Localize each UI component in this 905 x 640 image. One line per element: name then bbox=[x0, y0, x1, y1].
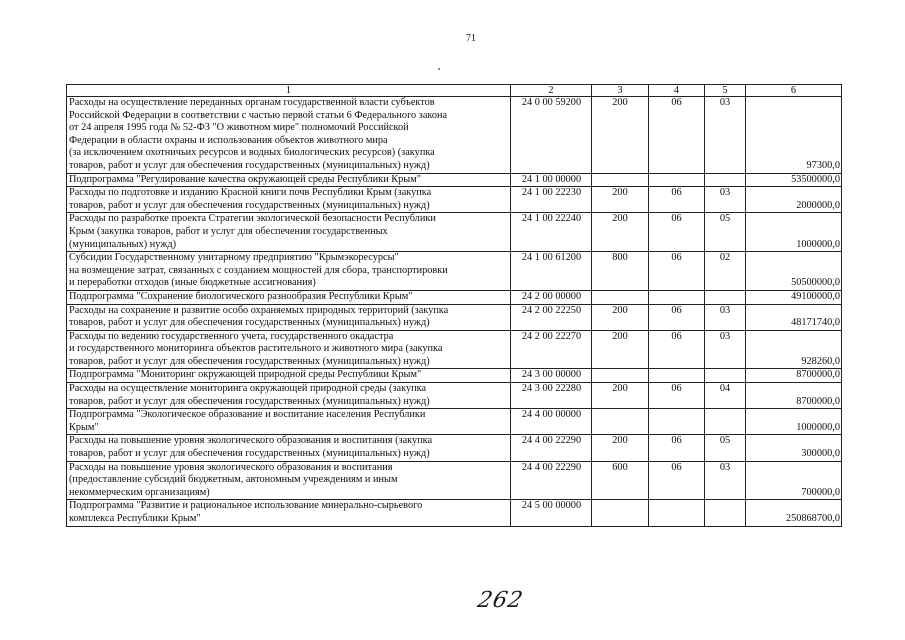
row-expense-type: 200 bbox=[592, 383, 649, 409]
page-number: 71 bbox=[466, 33, 476, 44]
row-description: Расходы по ведению государственного учета, государственного окадастра и государственного мониторинга объектов растительного и животного мира (закупка товаров, работ и услуг для обеспечения государственных (муниципальных) нужд) bbox=[67, 330, 511, 369]
row-expense-type: 200 bbox=[592, 330, 649, 369]
row-subsection bbox=[705, 173, 746, 187]
row-subsection bbox=[705, 409, 746, 435]
header-cell: 5 bbox=[705, 85, 746, 97]
row-code: 24 1 00 22230 bbox=[511, 187, 592, 213]
table-row bbox=[67, 97, 842, 174]
row-subsection bbox=[705, 500, 746, 526]
table-row bbox=[67, 187, 842, 213]
header-cell: 1 bbox=[67, 85, 511, 97]
header-cell: 2 bbox=[511, 85, 592, 97]
row-section: 06 bbox=[649, 97, 705, 174]
row-section: 06 bbox=[649, 435, 705, 461]
row-subsection: 03 bbox=[705, 187, 746, 213]
row-amount: 250868700,0 bbox=[746, 500, 842, 526]
row-subsection: 02 bbox=[705, 252, 746, 291]
table-row bbox=[67, 500, 842, 526]
row-subsection: 03 bbox=[705, 304, 746, 330]
row-code: 24 1 00 61200 bbox=[511, 252, 592, 291]
row-expense-type: 200 bbox=[592, 97, 649, 174]
row-code: 24 3 00 22280 bbox=[511, 383, 592, 409]
row-subsection bbox=[705, 290, 746, 304]
table-row bbox=[67, 369, 842, 383]
row-section: 06 bbox=[649, 330, 705, 369]
row-amount: 300000,0 bbox=[746, 435, 842, 461]
row-section: 06 bbox=[649, 383, 705, 409]
header-row bbox=[67, 85, 842, 97]
row-expense-type bbox=[592, 173, 649, 187]
row-description: Расходы на повышение уровня экологического образования и воспитания (предоставление субсидий бюджетным, автономным учреждениям и иным некоммерческим организациям) bbox=[67, 461, 511, 500]
row-code: 24 2 00 22270 bbox=[511, 330, 592, 369]
row-subsection: 03 bbox=[705, 461, 746, 500]
row-subsection: 03 bbox=[705, 97, 746, 174]
header-cell: 3 bbox=[592, 85, 649, 97]
row-description: Расходы на сохранение и развитие особо охраняемых природных территорий (закупка товаров, работ и услуг для обеспечения государственных (муниципальных) нужд) bbox=[67, 304, 511, 330]
row-amount: 97300,0 bbox=[746, 97, 842, 174]
row-code: 24 1 00 00000 bbox=[511, 173, 592, 187]
row-section bbox=[649, 500, 705, 526]
row-expense-type: 800 bbox=[592, 252, 649, 291]
budget-table bbox=[66, 84, 842, 527]
row-section: 06 bbox=[649, 461, 705, 500]
row-amount: 8700000,0 bbox=[746, 369, 842, 383]
table-row bbox=[67, 252, 842, 291]
row-expense-type: 600 bbox=[592, 461, 649, 500]
table-row bbox=[67, 304, 842, 330]
row-amount: 1000000,0 bbox=[746, 409, 842, 435]
row-amount: 50500000,0 bbox=[746, 252, 842, 291]
row-code: 24 2 00 22250 bbox=[511, 304, 592, 330]
table-row bbox=[67, 461, 842, 500]
row-section: 06 bbox=[649, 187, 705, 213]
row-description: Расходы на повышение уровня экологического образования и воспитания (закупка товаров, работ и услуг для обеспечения государственных (муниципальных) нужд) bbox=[67, 435, 511, 461]
row-subsection: 05 bbox=[705, 435, 746, 461]
row-code: 24 5 00 00000 bbox=[511, 500, 592, 526]
row-section bbox=[649, 290, 705, 304]
row-expense-type bbox=[592, 409, 649, 435]
table-row bbox=[67, 409, 842, 435]
row-amount: 53500000,0 bbox=[746, 173, 842, 187]
row-expense-type bbox=[592, 500, 649, 526]
table-row bbox=[67, 213, 842, 252]
row-subsection: 05 bbox=[705, 213, 746, 252]
row-section: 06 bbox=[649, 213, 705, 252]
row-code: 24 4 00 22290 bbox=[511, 435, 592, 461]
table-row bbox=[67, 383, 842, 409]
table-row bbox=[67, 435, 842, 461]
row-description: Подпрограмма "Сохранение биологического разнообразия Республики Крым" bbox=[67, 290, 511, 304]
row-amount: 49100000,0 bbox=[746, 290, 842, 304]
row-code: 24 0 00 59200 bbox=[511, 97, 592, 174]
row-code: 24 1 00 22240 bbox=[511, 213, 592, 252]
row-description: Подпрограмма "Регулирование качества окружающей среды Республики Крым" bbox=[67, 173, 511, 187]
row-amount: 8700000,0 bbox=[746, 383, 842, 409]
row-description: Подпрограмма "Экологическое образование и воспитание населения Республики Крым" bbox=[67, 409, 511, 435]
scan-speck bbox=[438, 68, 440, 70]
table-row bbox=[67, 330, 842, 369]
row-expense-type: 200 bbox=[592, 213, 649, 252]
row-section: 06 bbox=[649, 252, 705, 291]
row-expense-type: 200 bbox=[592, 304, 649, 330]
table-body bbox=[67, 85, 842, 527]
row-description: Подпрограмма "Развитие и рациональное использование минерально-сырьевого комплекса Республики Крым" bbox=[67, 500, 511, 526]
row-amount: 928260,0 bbox=[746, 330, 842, 369]
header-cell: 6 bbox=[746, 85, 842, 97]
row-amount: 1000000,0 bbox=[746, 213, 842, 252]
row-code: 24 4 00 22290 bbox=[511, 461, 592, 500]
row-section bbox=[649, 173, 705, 187]
row-expense-type bbox=[592, 290, 649, 304]
row-subsection: 03 bbox=[705, 330, 746, 369]
row-expense-type bbox=[592, 369, 649, 383]
row-expense-type: 200 bbox=[592, 187, 649, 213]
row-amount: 700000,0 bbox=[746, 461, 842, 500]
row-subsection: 04 bbox=[705, 383, 746, 409]
row-amount: 48171740,0 bbox=[746, 304, 842, 330]
row-description: Расходы на осуществление переданных органам государственной власти субъектов Российской Федерации в соответствии с частью первой статьи 6 Федерального закона от 24 апреля 1995 года № 52-ФЗ "О животном мире" полномочий Российской Федерации в области охраны и использования объектов животного мира (за исключением охотничьих ресурсов и водных биологических ресурсов) (закупка товаров, работ и услуг для обеспечения государственных (муниципальных) нужд) bbox=[67, 97, 511, 174]
row-section bbox=[649, 409, 705, 435]
row-section bbox=[649, 369, 705, 383]
row-expense-type: 200 bbox=[592, 435, 649, 461]
row-subsection bbox=[705, 369, 746, 383]
row-description: Субсидии Государственному унитарному предприятию "Крымэкоресурсы" на возмещение затрат, связанных с созданием мощностей для сбора, транспортировки и переработки отходов (иные бюджетные ассигнования) bbox=[67, 252, 511, 291]
row-description: Подпрограмма "Мониторинг окружающей природной среды Республики Крым" bbox=[67, 369, 511, 383]
row-description: Расходы на осуществление мониторинга окружающей природной среды (закупка товаров, работ и услуг для обеспечения государственных (муниципальных) нужд) bbox=[67, 383, 511, 409]
row-code: 24 4 00 00000 bbox=[511, 409, 592, 435]
row-code: 24 3 00 00000 bbox=[511, 369, 592, 383]
header-cell: 4 bbox=[649, 85, 705, 97]
row-description: Расходы по подготовке и изданию Красной книги почв Республики Крым (закупка товаров, работ и услуг для обеспечения государственных (муниципальных) нужд) bbox=[67, 187, 511, 213]
handwritten-page-number: 262 bbox=[475, 588, 526, 613]
row-code: 24 2 00 00000 bbox=[511, 290, 592, 304]
row-section: 06 bbox=[649, 304, 705, 330]
table-row bbox=[67, 173, 842, 187]
table-row bbox=[67, 290, 842, 304]
row-amount: 2000000,0 bbox=[746, 187, 842, 213]
row-description: Расходы по разработке проекта Стратегии экологической безопасности Республики Крым (закупка товаров, работ и услуг для обеспечения государственных (муниципальных) нужд) bbox=[67, 213, 511, 252]
